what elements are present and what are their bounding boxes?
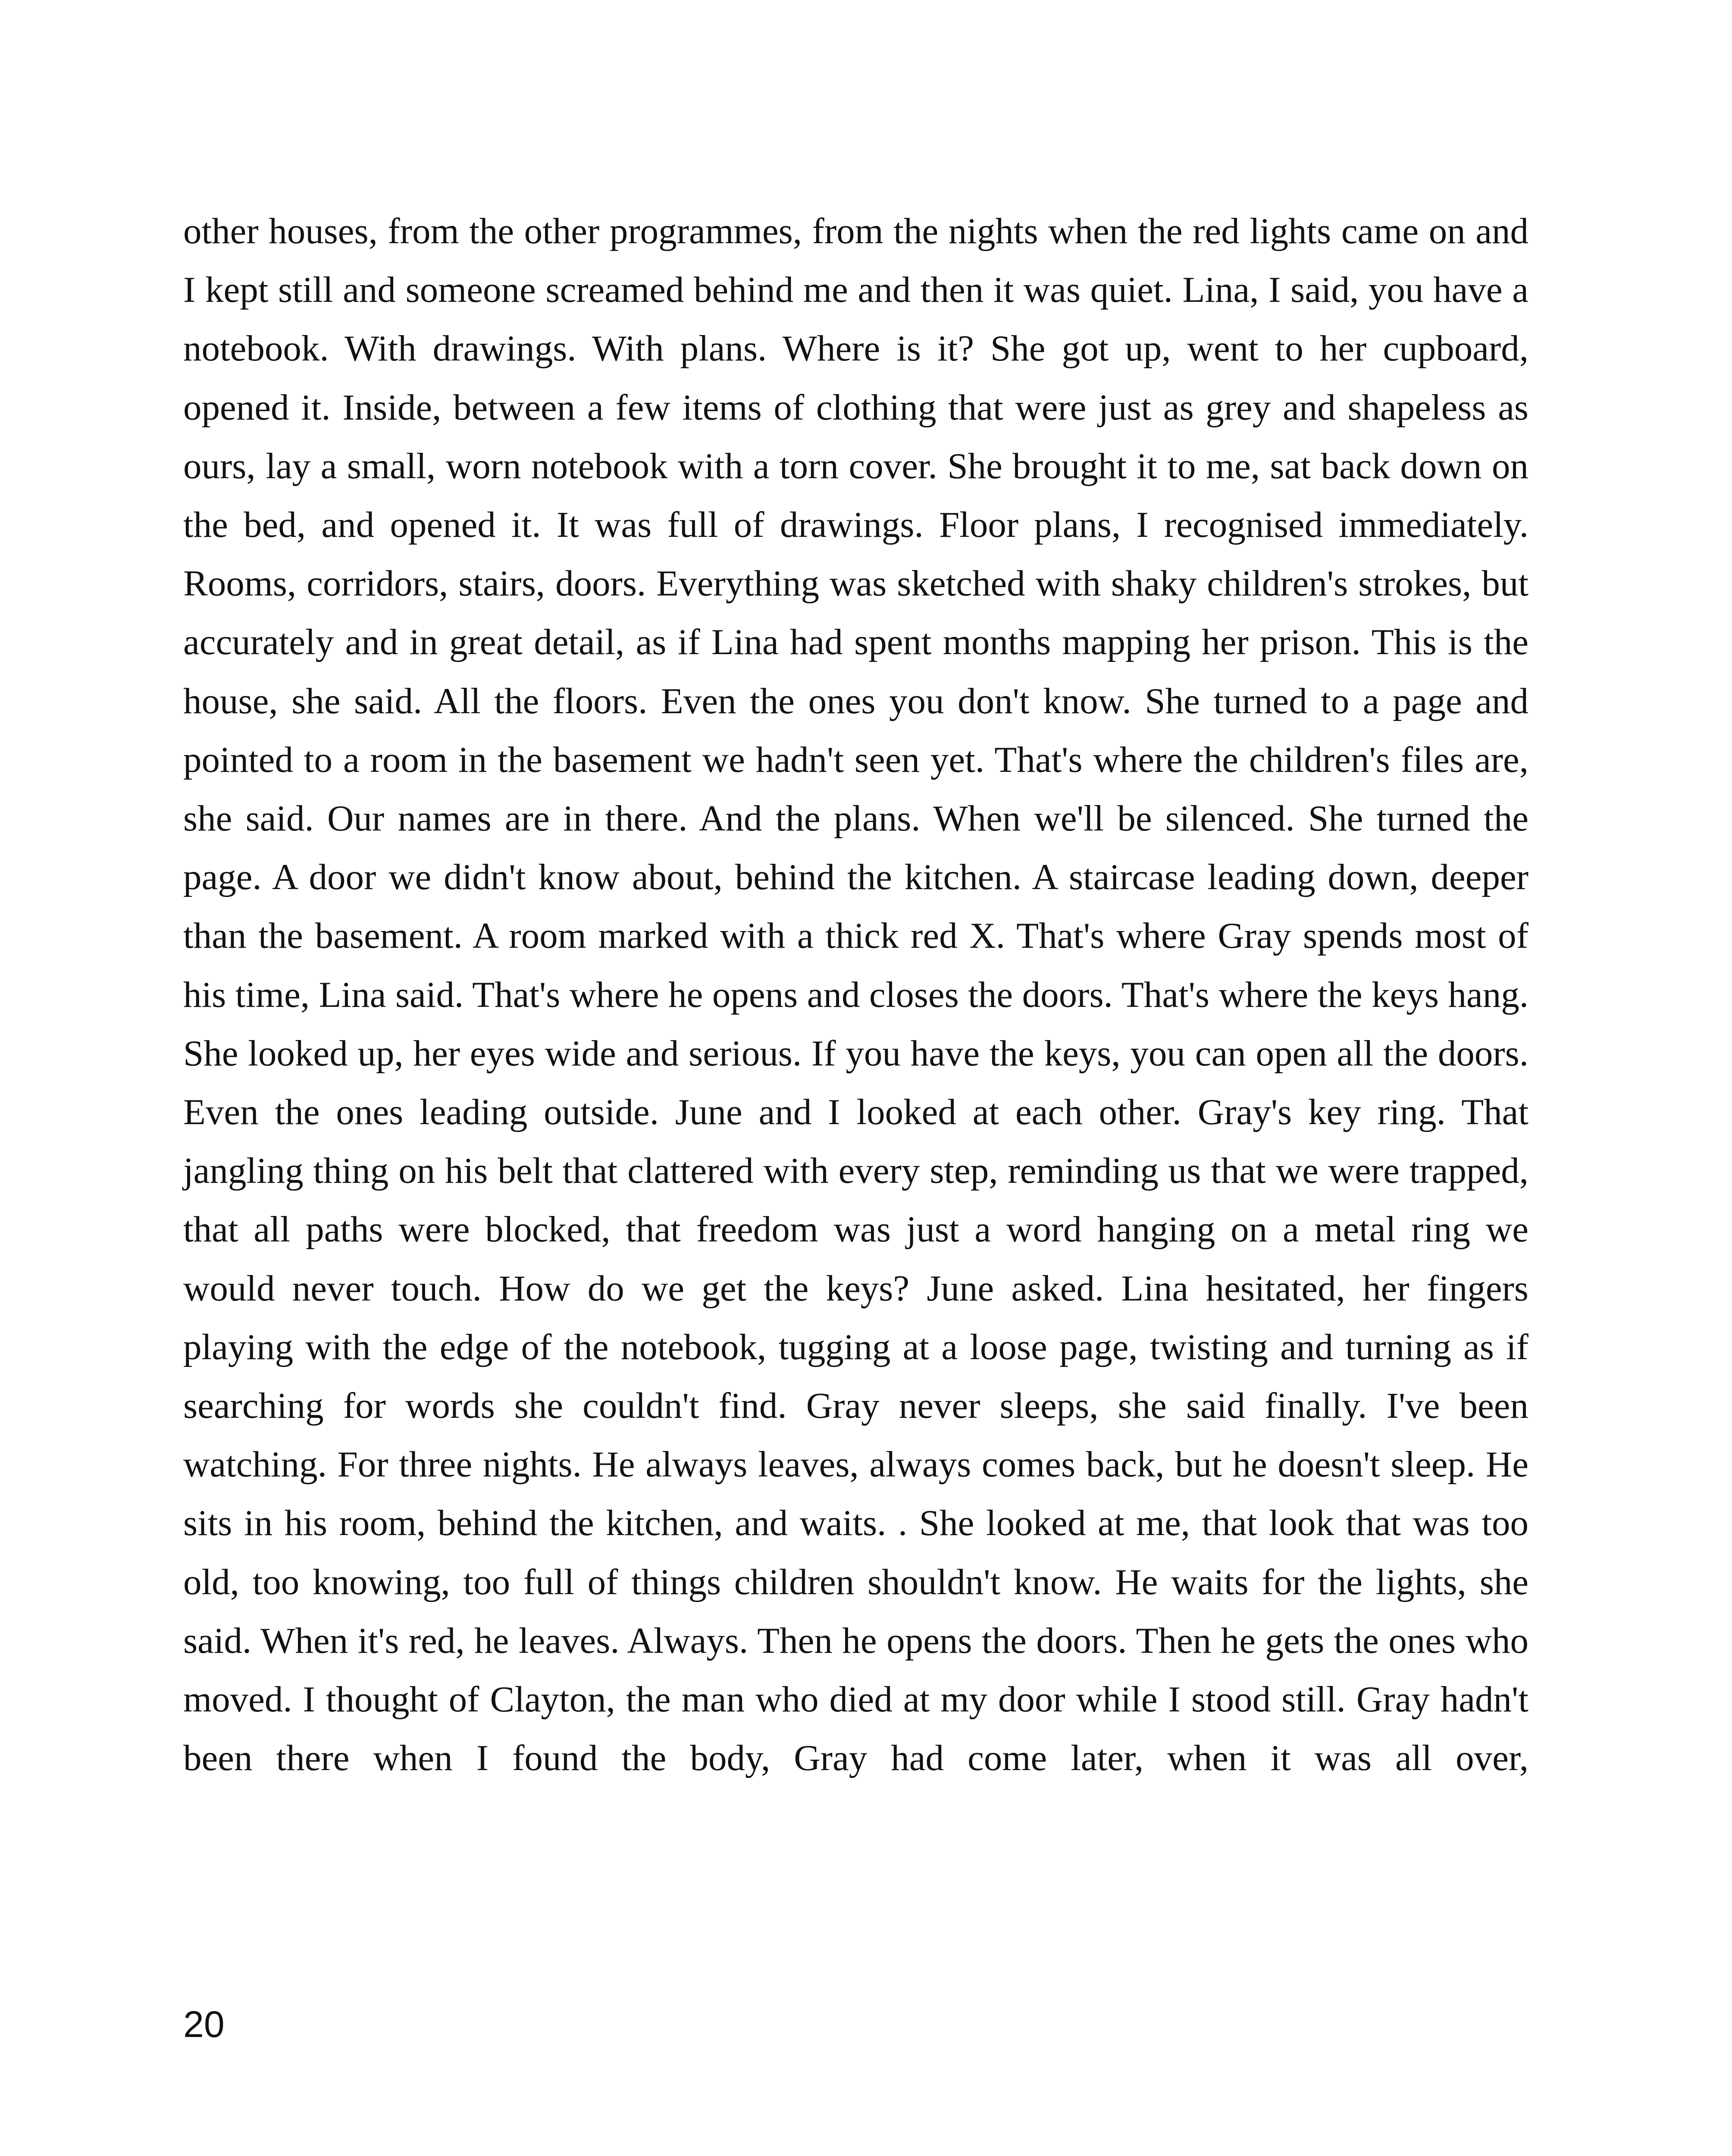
page-number: 20 [183, 2004, 225, 2045]
body-text-paragraph: other houses, from the other programmes, from the nights when the red lights came on and I kept still and someone screamed behind me and then it was quiet. Lina, I said, you have a notebook. With drawings. With plans. Where is it? She got up, went to her cupboard, opened it. Inside, between a few items of clothing that were just as grey and shapeless as ours, lay a small, worn notebook with a torn cover. She brought it to me, sat back down on the bed, and opened it. It was full of drawings. Floor plans, I recognised immediately. Rooms, corridors, stairs, doors. Everything was sketched with shaky children's strokes, but accurately and in great detail, as if Lina had spent months mapping her prison. This is the house, she said. All the floors. Even the ones you don't know. She turned to a page and pointed to a room in the basement we hadn't seen yet. That's where the children's files are, she said. Our names are in there. And the plans. When we'll be silenced. She turned the page. A door we didn't know about, behind the kitchen. A staircase leading down, deeper than the basement. A room marked with a thick red X. That's where Gray spends most of his time, Lina said. That's where he opens and closes the doors. That's where the keys hang. She looked up, her eyes wide and serious. If you have the keys, you can open all the doors. Even the ones leading outside. June and I looked at each other. Gray's key ring. That jangling thing on his belt that clattered with every step, reminding us that we were trapped, that all paths were blocked, that freedom was just a word hanging on a metal ring we would never touch. How do we get the keys? June asked. Lina hesitated, her fingers playing with the edge of the notebook, tugging at a loose page, twisting and turning as if searching for words she couldn't find. Gray never sleeps, she said finally. I've been watching. For three nights. He always leaves, always comes back, but he doesn't sleep. He sits in his room, behind the kitchen, and waits. . She looked at me, that look that was too old, too knowing, too full of things children shouldn't know. He waits for the lights, she said. When it's red, he leaves. Always. Then he opens the doors. Then he gets the ones who moved. I thought of Clayton, the man who died at my door while I stood still. Gray hadn't been there when I found the body, Gray had come later, when it was all over, [183, 211, 1528, 1779]
